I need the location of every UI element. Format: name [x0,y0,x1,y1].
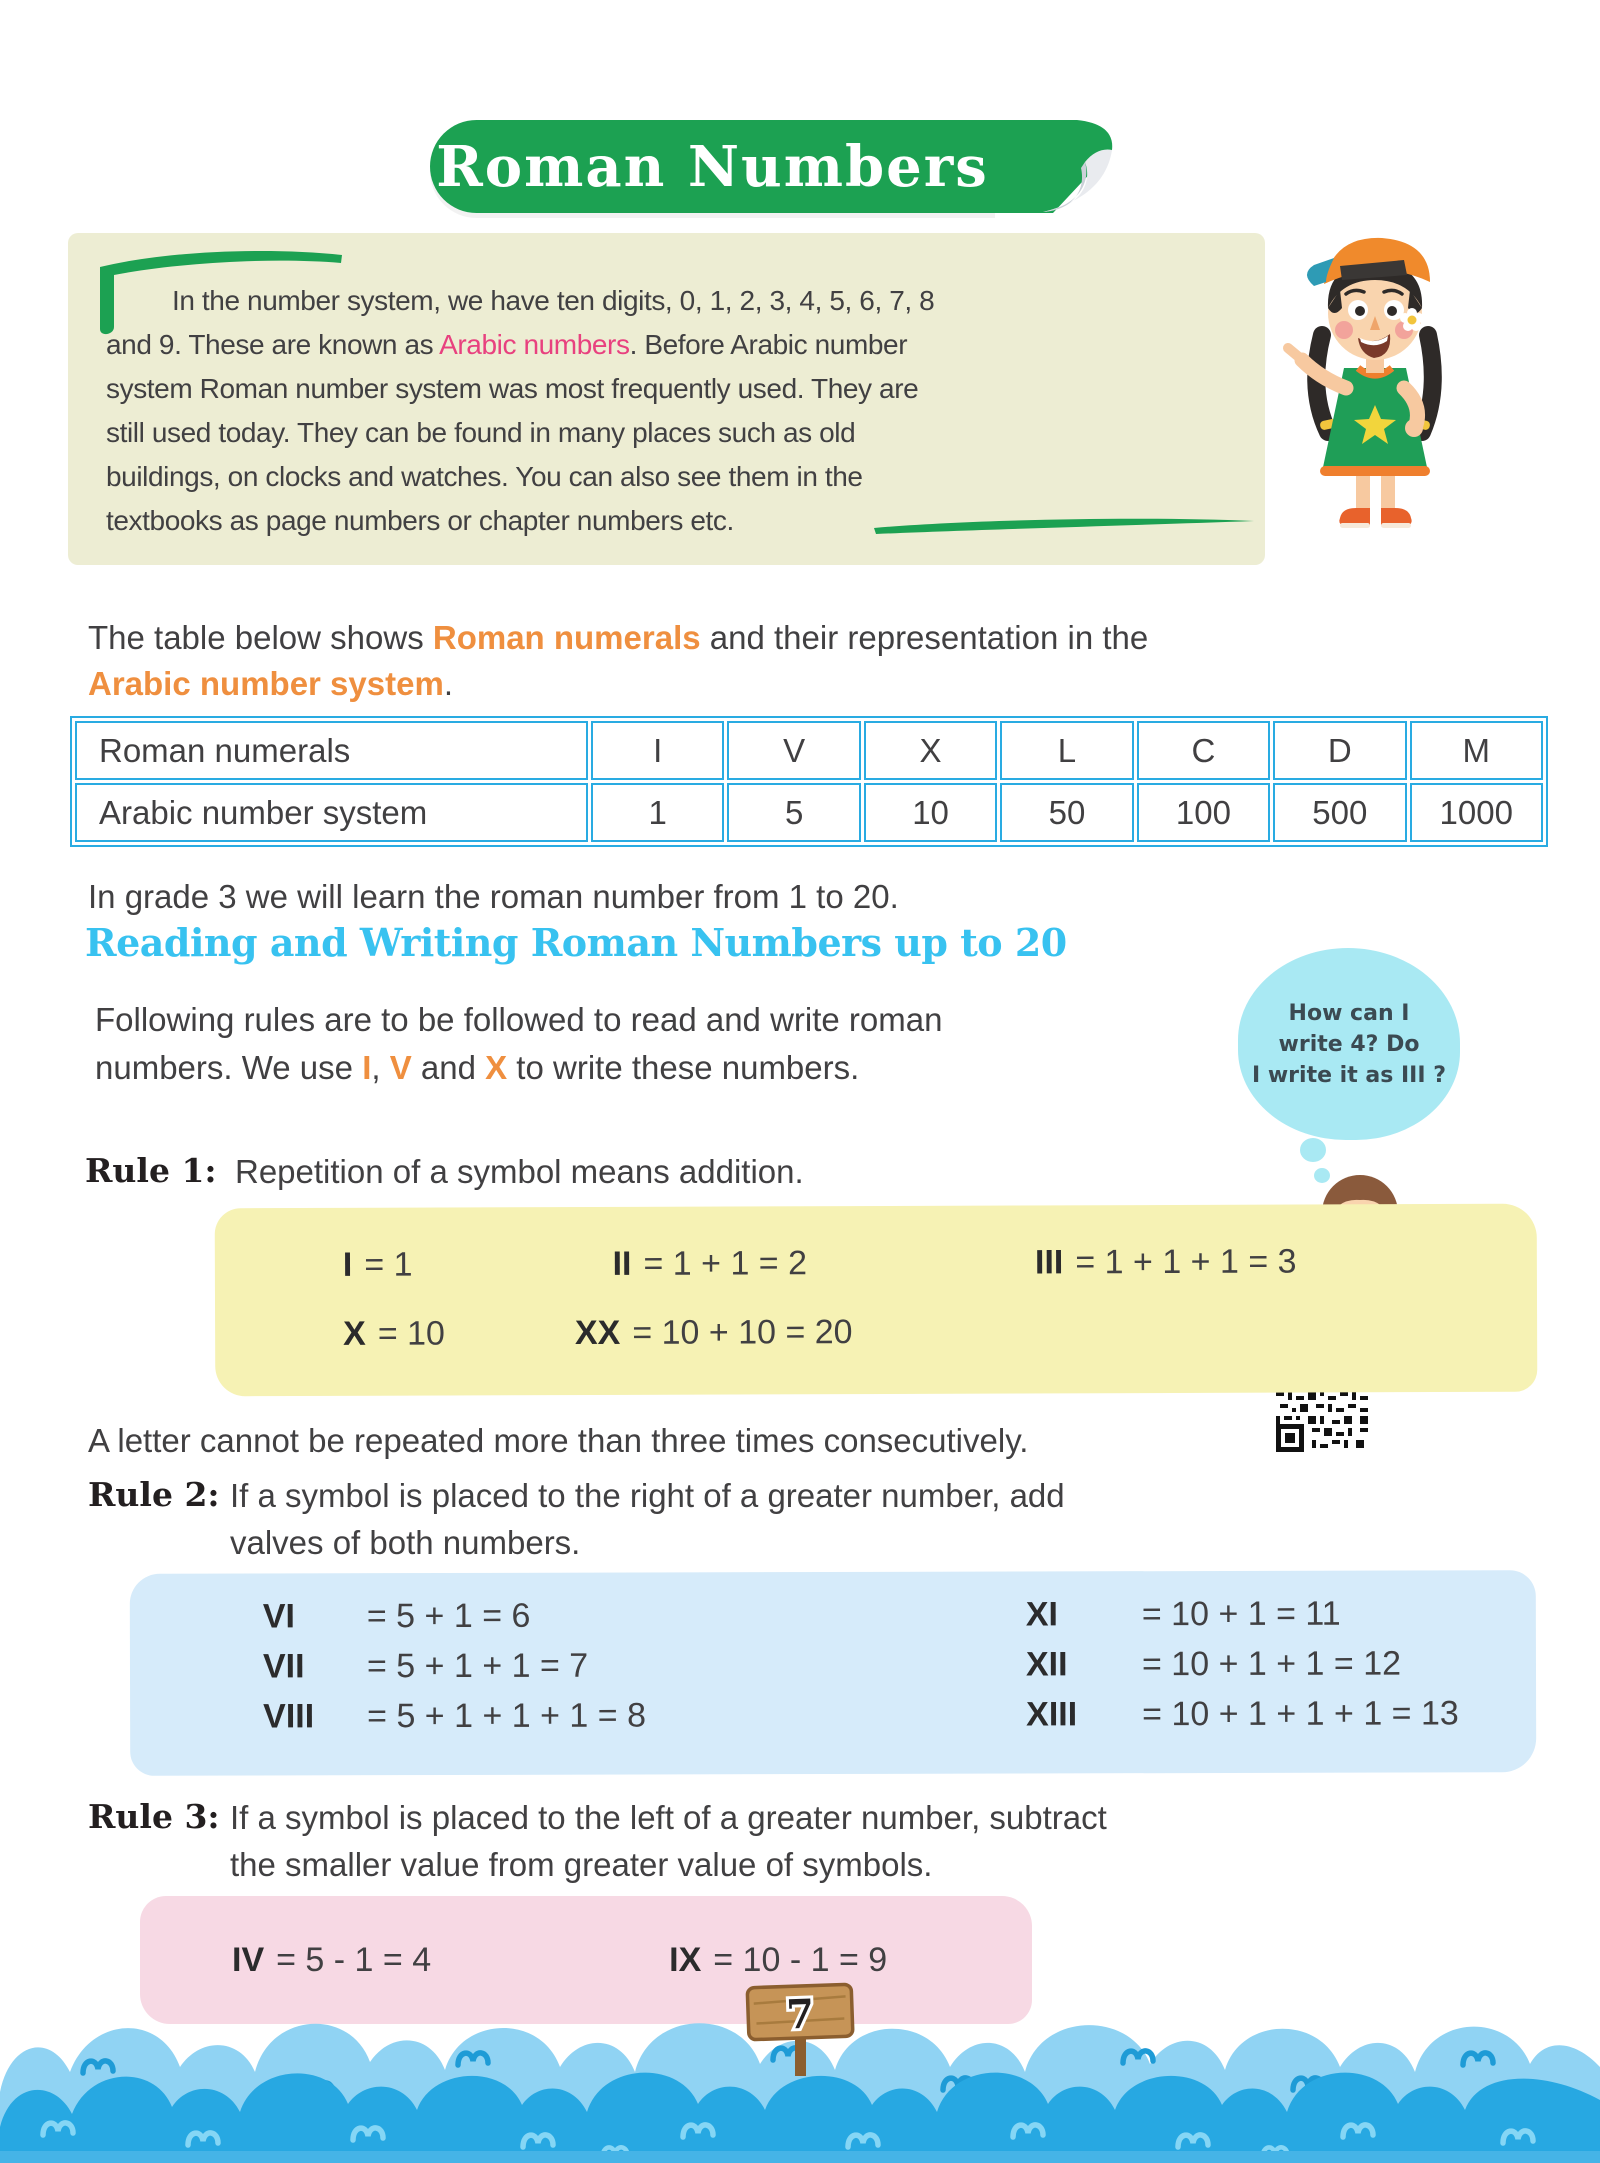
rule2-text-line: If a symbol is placed to the right of a greater number, add [230,1477,1065,1514]
table-row-label: Arabic number system [75,783,588,842]
rule1-note: A letter cannot be repeated more than three times consecutively. [88,1422,1029,1459]
rule3-label: Rule 3: [88,1797,220,1836]
table-row [75,783,1543,842]
table-cell: C [1137,721,1270,780]
rule2-label: Rule 2: [88,1475,220,1514]
table-cell: M [1410,721,1543,780]
intro-line: still used today. They can be found in many places such as old [106,417,856,448]
numeral-v-highlight: V [389,1049,412,1086]
page-number-sign [742,1980,862,2084]
table-cell: V [727,721,860,780]
numeral-x-highlight: X [485,1049,508,1086]
thought-bubble [1238,948,1460,1140]
rule1-examples-row1 [215,1204,1537,1286]
thought-bubble-text: How can I [1288,1000,1410,1026]
arabic-numbers-highlight: Arabic numbers [439,329,630,360]
equation-value: = 10 [377,1314,445,1353]
pointing-girl-illustration [1280,220,1470,555]
table-cell: 50 [1000,783,1133,842]
equation-value: = 10 + 1 + 1 = 12 [1141,1644,1402,1684]
chapter-banner [430,120,1090,213]
roman-numerals-highlight: Roman numerals [432,619,701,656]
equation [575,1313,853,1353]
rules-intro-paragraph [95,996,1295,1092]
equation [1026,1694,1536,1734]
rule1-text: Repetition of a symbol means addition. [235,1153,804,1190]
equation-value: = 10 + 1 = 11 [1141,1594,1341,1634]
rule3-text-line: If a symbol is placed to the left of a greater number, subtract [230,1799,1107,1836]
roman-numeral: VI [262,1597,296,1636]
intro-line: buildings, on clocks and watches. You can also see them in the [106,461,863,492]
rule3-text [230,1794,1107,1888]
equation-value: = 1 + 1 + 1 = 3 [1075,1242,1297,1282]
table-intro-text: The table below shows [88,619,433,656]
equation [263,1595,1026,1636]
rules-intro-text: , [371,1049,390,1086]
roman-numeral: III [1034,1243,1064,1282]
table-intro-text: . [443,665,453,702]
banner-curl-icon [985,120,1120,213]
equation [343,1315,445,1354]
equation [612,1244,807,1284]
equation-value: = 5 + 1 + 1 + 1 = 8 [367,1696,647,1736]
rule1-label: Rule 1: [85,1151,217,1190]
roman-numeral: VII [262,1647,305,1686]
equation [1026,1644,1536,1684]
rule1-examples-row2 [215,1281,1537,1355]
intro-line: . Before Arabic number [629,329,908,360]
rule1-examples-highlight [215,1204,1538,1397]
thought-bubble-dot [1300,1138,1326,1162]
roman-numeral: IX [669,1940,702,1979]
equation-value: = 1 + 1 = 2 [643,1244,808,1283]
equation-value: = 5 - 1 = 4 [276,1940,432,1979]
table-cell: 100 [1137,783,1270,842]
equation-value: = 5 + 1 + 1 = 7 [366,1646,589,1686]
equation-value: = 10 + 10 = 20 [632,1313,853,1352]
rule2-text [230,1472,1065,1566]
equation [343,1246,413,1285]
underline-swoosh-decoration [874,516,1256,536]
table-cell: I [591,721,724,780]
roman-numeral: II [612,1244,632,1283]
table-cell: 1000 [1410,783,1543,842]
table-cell: 5 [727,783,860,842]
rule2-examples-grid [130,1570,1536,1737]
section-heading: Reading and Writing Roman Numbers up to 20 [85,920,1067,965]
numerals-table [70,716,1548,847]
equation [1026,1594,1536,1634]
intro-line: and 9. These are known as [106,329,440,360]
thought-bubble-text: I write it as III ? [1252,1062,1446,1088]
equation-value: = 5 + 1 = 6 [366,1596,531,1636]
table-cell: 10 [864,783,997,842]
roman-numeral: XX [574,1313,621,1353]
intro-line: In the number system, we have ten digits, 0, 1, 2, 3, 4, 5, 6, 7, 8 [172,285,935,316]
arabic-number-system-highlight: Arabic number system [88,665,444,702]
grade-note: In grade 3 we will learn the roman number from 1 to 20. [88,878,899,915]
page-title: Roman Numbers [436,133,989,200]
rules-intro-text: Following rules are to be followed to read and write roman [95,1001,943,1038]
rules-intro-text: numbers. We use [95,1049,363,1086]
page-number: 7 [785,1990,815,2039]
equation-value: = 1 [364,1245,413,1284]
rule2-text-line: valves of both numbers. [230,1524,581,1561]
roman-numeral: X [343,1314,366,1353]
intro-line: textbooks as page numbers or chapter numbers etc. [106,505,734,536]
equation [263,1695,1026,1736]
corner-bracket-decoration [96,245,346,340]
table-cell: 1 [591,783,724,842]
rules-intro-text: to write these numbers. [507,1049,860,1086]
equation [263,1645,1026,1686]
equation-value: = 10 - 1 = 9 [713,1940,888,1979]
rule3-row [88,1794,1107,1888]
intro-box [68,233,1265,565]
numeral-i-highlight: I [362,1049,372,1086]
table-row [75,721,1543,780]
table-cell: X [864,721,997,780]
rule3-text-line: the smaller value from greater value of symbols. [230,1846,933,1883]
roman-numeral: XI [1025,1595,1059,1634]
rule1-row [85,1148,804,1195]
equation-value: = 10 + 1 + 1 + 1 = 13 [1142,1694,1459,1734]
equation [1035,1243,1297,1283]
roman-numeral: IV [232,1940,265,1979]
rule2-examples-highlight [130,1570,1537,1776]
roman-numeral: XII [1025,1645,1068,1684]
rule2-row [88,1472,1065,1566]
roman-numeral: I [342,1245,353,1284]
table-intro-paragraph [88,615,1488,707]
table-cell: D [1273,721,1406,780]
thought-bubble-text: write 4? Do [1278,1031,1420,1057]
table-row-label: Roman numerals [75,721,588,780]
intro-line: system Roman number system was most frequently used. They are [106,373,919,404]
table-cell: L [1000,721,1133,780]
table-cell: 500 [1273,783,1406,842]
table-intro-text: and their representation in the [700,619,1149,656]
roman-numeral: VIII [263,1697,315,1736]
rules-intro-text: and [411,1049,486,1086]
roman-numeral: XIII [1026,1695,1078,1734]
